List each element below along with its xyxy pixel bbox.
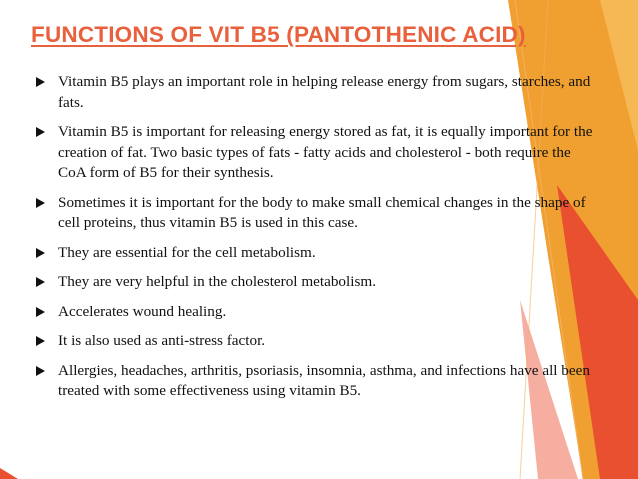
bullet-text: Sometimes it is important for the body to make small chemical changes in the shape of cell proteins, thus vitamin B5 is used in this case.: [58, 193, 586, 231]
bullet-item-fat-energy: [34, 122, 594, 184]
bullet-item-cholesterol-metabolism: [34, 272, 594, 293]
bullet-text: Allergies, headaches, arthritis, psoriasis, insomnia, asthma, and infections have all been treated with some effectiveness using vitamin B5.: [58, 361, 590, 399]
bullet-item-anti-stress: [34, 331, 594, 352]
bullet-arrow-icon: [36, 127, 45, 137]
bullet-arrow-icon: [36, 198, 45, 208]
bullet-text: Accelerates wound healing.: [58, 302, 227, 320]
bullet-text: They are very helpful in the cholesterol metabolism.: [58, 273, 376, 290]
bullet-arrow-icon: [36, 336, 45, 346]
bullet-item-wound-healing: [34, 302, 594, 323]
bullet-item-cell-proteins: [34, 193, 594, 234]
bullet-text: They are essential for the cell metabolism.: [58, 243, 316, 261]
bottom-left-corner-shape: [0, 468, 18, 479]
bullet-arrow-icon: [36, 307, 45, 317]
slide-title: FUNCTIONS OF VIT B5 (PANTOTHENIC ACID): [31, 22, 526, 47]
bullet-arrow-icon: [36, 366, 45, 376]
bullet-item-energy-release: [34, 72, 594, 113]
bullet-arrow-icon: [36, 248, 45, 258]
bullet-text: It is also used as anti-stress factor.: [58, 332, 266, 349]
bullet-text: Vitamin B5 plays an important role in helping release energy from sugars, starches, and fats.: [58, 73, 591, 111]
bullet-arrow-icon: [36, 277, 45, 287]
bullet-arrow-icon: [36, 77, 45, 87]
bullet-text: Vitamin B5 is important for releasing energy stored as fat, it is equally important for the creation of fat. Two basic types of fats - fatty acids and cholesterol - both require the CoA form of B5 for their synthesis.: [58, 123, 593, 181]
bullet-item-cell-metabolism: [34, 243, 594, 264]
bullet-list: [34, 72, 594, 402]
bullet-item-treatments: [34, 361, 594, 402]
